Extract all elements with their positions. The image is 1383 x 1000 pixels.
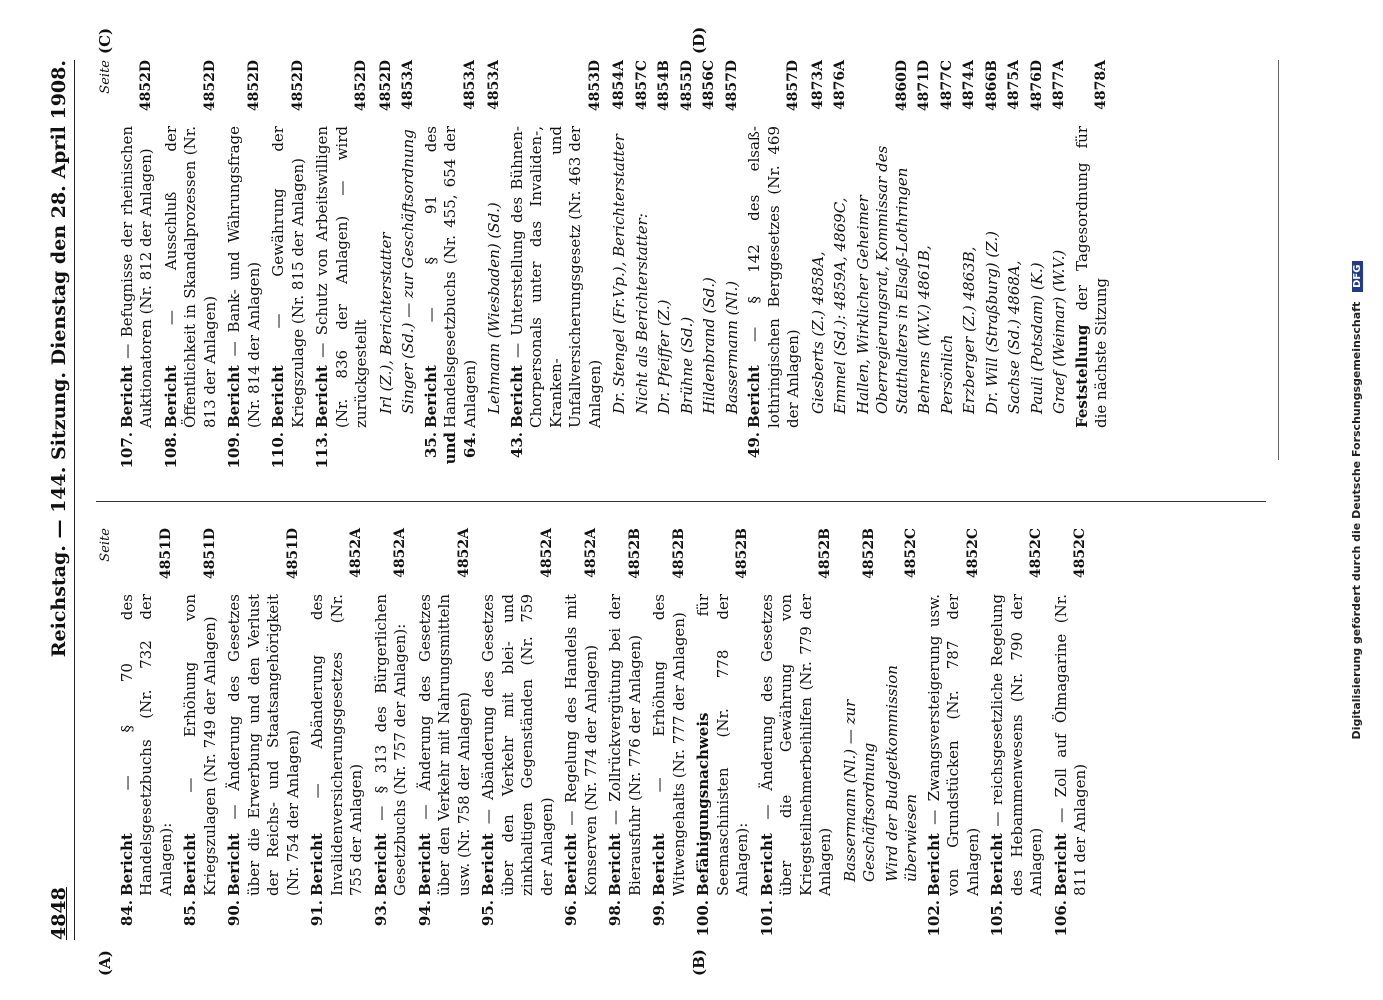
entry-text <box>960 126 980 428</box>
entry-text <box>1028 126 1048 428</box>
dfg-credit <box>1350 10 1363 990</box>
entry-label: Bericht <box>308 833 326 896</box>
page-reference: 4852A <box>348 528 364 578</box>
entry-label: Bericht <box>745 365 763 428</box>
entry-label: Feststellung <box>1072 324 1091 428</box>
entry-text <box>562 594 601 896</box>
entry-description: Graef (Weimar) (W.V.) <box>1050 249 1068 414</box>
entry-text <box>372 594 411 896</box>
entry-number <box>610 432 630 470</box>
entry-label: Bericht <box>117 833 136 896</box>
page-reference: 4878A <box>1093 60 1109 110</box>
page-reference: 4852B <box>670 528 687 579</box>
entry-text <box>655 126 675 428</box>
entry-text <box>809 126 829 428</box>
entry-number <box>831 432 851 470</box>
entry-description: — Befugnisse der rheinischen Auktionatoren (Nr. 812 der Anlagen) <box>117 126 155 428</box>
entry-number <box>854 432 913 470</box>
entry-text <box>1073 126 1112 428</box>
speaker-row <box>700 60 720 470</box>
page-header <box>48 60 75 940</box>
agenda-entry <box>562 528 601 938</box>
entry-number <box>809 432 829 470</box>
entry-text <box>938 126 958 428</box>
right-column <box>96 60 1117 470</box>
entry-text <box>1005 126 1025 428</box>
page-reference: 4852D <box>353 60 369 112</box>
margin-marker-a: (A) <box>96 950 114 976</box>
entry-description: — Änderung des Gesetzes über den Verkehr mit Nahrungsmitteln usw. (Nr. 758 der Anlagen) <box>415 594 473 896</box>
column-divider <box>96 501 1266 502</box>
agenda-entry <box>162 60 221 470</box>
entry-description: Irl (Z.), Berichterstatter <box>376 232 395 414</box>
entry-description: Lehmann (Wiesbaden) (Sd.) <box>485 202 503 414</box>
entry-text <box>313 126 372 428</box>
speaker-row <box>1050 60 1070 470</box>
entry-description: — Zwangsversteigerung usw. von Grundstücken (Nr. 787 der Anlagen) <box>924 594 982 896</box>
entry-number <box>723 432 743 470</box>
seite-label: Seite <box>98 60 113 94</box>
entry-text <box>479 594 557 896</box>
speaker-row <box>610 60 630 470</box>
entry-description: — § 91 des Handelsgesetzbuchs (Nr. 455, 654 der Anlagen) <box>421 126 479 428</box>
entry-number <box>983 432 1003 470</box>
entry-description: Sachse (Sd.) 4868A, <box>1005 260 1023 414</box>
page-title: Reichstag. — 144. Sitzung. Dienstag den 28. April 1908. <box>48 60 70 658</box>
page-reference: 4853A <box>400 60 416 110</box>
page-reference: 4852B <box>817 528 833 579</box>
page-reference: 4853A <box>461 60 478 110</box>
page-number: 4848 <box>48 887 70 940</box>
agenda-entry <box>1073 60 1112 470</box>
entry-label: Bericht <box>507 365 526 428</box>
entry-description: — § 142 des elsaß-lothringischen Berggesetzes (Nr. 469 der Anlagen) <box>745 126 802 428</box>
entry-text <box>1052 594 1091 896</box>
entry-number: 91. <box>308 900 326 927</box>
entry-number: 108. <box>161 432 180 469</box>
entry-description: — Erhöhung von Kriegszulagen (Nr. 749 der Anlagen) <box>181 594 219 896</box>
entry-number: 102. <box>924 900 943 937</box>
speaker-row <box>854 60 913 470</box>
page-reference: 4852A <box>392 528 408 578</box>
entry-description: — Abänderung des Invalidenversicherungsgesetzes (Nr. 755 der Anlagen) <box>308 594 365 896</box>
entry-description: Nicht als Berichterstatter: <box>632 213 651 414</box>
entry-number: 93. <box>371 900 390 927</box>
page-reference: 4856C <box>701 60 717 111</box>
agenda-entry <box>118 528 177 938</box>
entry-label: Bericht <box>371 833 390 896</box>
entry-label: Bericht <box>757 833 776 896</box>
entry-number: 101. <box>757 900 776 937</box>
entry-text <box>606 594 645 896</box>
entry-text <box>988 594 1047 896</box>
page-reference: 4852B <box>626 528 643 579</box>
page-reference: 4860D <box>893 60 910 112</box>
entry-description: — Abänderung des Gesetzes über den Verkehr mit blei- und zinkhaltigen Gegenständen (Nr. 759 der Anlagen) <box>479 594 556 896</box>
page-reference: 4853A <box>486 60 502 110</box>
entry-number <box>960 432 980 470</box>
speaker-row <box>377 60 397 470</box>
entry-description: — Unterstellung des Bühnen-Chorpersonals unter das Invaliden-, Kranken- und Unfallversicherungsgesetz (Nr. 463 der Anlagen) <box>507 126 604 428</box>
entry-text <box>377 126 397 428</box>
entry-text <box>915 126 935 428</box>
entry-label: Bericht <box>606 833 624 896</box>
page-reference: 4857D <box>723 60 740 112</box>
entry-text <box>416 594 475 896</box>
page-reference: 4852A <box>582 528 599 578</box>
entry-text <box>162 126 221 428</box>
entry-label: Bericht <box>650 833 668 896</box>
agenda-entry <box>372 528 411 938</box>
entry-label: Bericht <box>225 365 243 428</box>
entry-description: Erzberger (Z.) 4863B, <box>960 246 978 414</box>
speaker-row <box>960 60 980 470</box>
page-reference: 4852B <box>734 528 750 579</box>
speaker-row <box>485 60 505 470</box>
page-reference: 4851D <box>284 528 301 580</box>
entry-description: — reichsgesetzliche Regelung des Hebammenwesens (Nr. 790 der Anlagen) <box>988 594 1045 896</box>
entry-number: 84. <box>117 900 136 927</box>
page-reference: 4876D <box>1028 60 1045 112</box>
entry-label: Bericht <box>924 833 943 896</box>
agenda-entry <box>988 528 1047 938</box>
entry-label: Bericht <box>1051 833 1070 896</box>
entry-description: Persönlich <box>937 334 956 414</box>
margin-marker-c: (C) <box>96 27 114 54</box>
entry-number: 96. <box>562 900 580 927</box>
page-reference: 4855D <box>678 60 695 112</box>
page-reference: 4852D <box>201 60 218 112</box>
entry-description: — Zollrückvergütung bei der Bierausfuhr (Nr. 776 der Anlagen) <box>606 594 644 896</box>
entry-text <box>633 126 653 428</box>
page-reference: 4852D <box>245 60 262 112</box>
speaker-row <box>1028 60 1048 470</box>
entry-description: — Schutz von Arbeitswilligen (Nr. 836 der Anlagen) — wird zurückgestellt <box>313 126 370 428</box>
entry-number <box>841 900 880 938</box>
entry-number <box>485 432 505 470</box>
agenda-entry <box>225 528 303 938</box>
page-reference: 4852D <box>289 60 306 112</box>
page-reference: 4874A <box>961 60 977 110</box>
agenda-entry <box>745 60 804 470</box>
page-reference: 4871D <box>916 60 932 112</box>
speaker-row <box>1005 60 1025 470</box>
entry-text <box>854 126 913 428</box>
entry-label: Befähigungsnachweis <box>694 712 712 896</box>
page-reference: 4852C <box>1072 528 1088 579</box>
entry-description: — Änderung des Gesetzes über die Gewährung von Kriegsteilnehmerbeihilfen (Nr. 779 der Anlagen) <box>757 594 834 896</box>
page-reference: 4851D <box>157 528 174 580</box>
entry-label: Bericht <box>225 833 243 896</box>
entry-text <box>399 126 419 428</box>
entry-number: 95. <box>479 900 497 927</box>
entry-description: — Ausschluß der Öffentlichkeit in Skandalprozessen (Nr. 813 der Anlagen) <box>161 126 219 428</box>
entry-text <box>700 126 720 428</box>
page-reference: 4852C <box>1028 528 1044 579</box>
entry-number: 99. <box>650 900 668 927</box>
entry-number: 35. und 64. <box>421 432 479 465</box>
page-reference: 4852A <box>538 528 555 578</box>
entry-description: Dr. Will (Straßburg) (Z.) <box>982 231 1001 414</box>
entry-text <box>758 594 836 896</box>
entry-text <box>118 126 157 428</box>
entry-number: 105. <box>988 900 1006 937</box>
speaker-row <box>841 528 880 938</box>
entry-number <box>655 432 675 470</box>
entry-number: 107. <box>117 432 136 469</box>
entry-number <box>1050 432 1070 470</box>
agenda-entry <box>758 528 836 938</box>
entry-number <box>1005 432 1025 470</box>
agenda-entry <box>118 60 157 470</box>
entry-number: 113. <box>313 432 331 469</box>
entry-text <box>723 126 743 428</box>
entry-description: — Änderung des Gesetzes über die Erwerbung und den Verlust der Reichs- und Staatsangehörigkeit (Nr. 754 der Anlagen) <box>225 594 302 896</box>
entry-number <box>938 432 958 470</box>
agenda-entry <box>181 528 220 938</box>
entry-number: 85. <box>181 900 199 927</box>
entry-label: Bericht <box>421 365 440 428</box>
entry-number <box>678 432 698 470</box>
entry-text <box>650 594 689 896</box>
entry-number <box>633 432 653 470</box>
entry-text <box>883 594 922 896</box>
entry-description: Bassermann (Nl.) — zur Geschäftsordnung <box>840 699 878 882</box>
entry-text <box>831 126 851 428</box>
entry-description: Giesberts (Z.) 4858A, <box>808 251 827 414</box>
page-reference: 4873A <box>809 60 826 110</box>
speaker-row <box>831 60 851 470</box>
left-column <box>96 528 1096 938</box>
entry-text <box>422 126 481 428</box>
entry-number <box>915 432 935 470</box>
agenda-entry <box>508 60 606 470</box>
speaker-row <box>723 60 743 470</box>
page-reference: 4852B <box>861 528 877 579</box>
entry-description: — Zoll auf Ölmagarine (Nr. 811 der Anlagen) <box>1051 594 1089 896</box>
entry-description: — § 313 des Bürgerlichen Gesetzbuchs (Nr. 757 der Anlagen): <box>371 594 409 896</box>
agenda-entry <box>308 528 367 938</box>
entry-description: — Regelung des Handels mit Konserven (Nr. 774 der Anlagen) <box>562 594 600 896</box>
speaker-row <box>809 60 829 470</box>
agenda-entry <box>479 528 557 938</box>
speaker-row <box>915 60 935 470</box>
page-reference: 4853D <box>586 60 603 112</box>
entry-description: Bassermann (Nl.) <box>722 280 741 414</box>
entry-number <box>883 900 922 938</box>
speaker-row <box>399 60 419 470</box>
page-reference: 4852D <box>138 60 154 112</box>
dfg-credit-text: Digitalisierung gefördert durch die Deutsche Forschungsgemeinschaft <box>1350 301 1363 740</box>
entry-text <box>925 594 984 896</box>
entry-description: Hildenbrand (Sd.) <box>700 277 718 414</box>
entry-number <box>1073 432 1112 470</box>
entry-number: 109. <box>225 432 243 469</box>
entry-description: Dr. Stengel (Fr.Vp.), Berichterstatter <box>610 134 628 414</box>
entry-text <box>694 594 753 896</box>
speaker-row <box>883 528 922 938</box>
entry-description: Brühne (Sd.) <box>677 316 696 414</box>
entry-description: Emmel (Sd.): 4859A, 4869C, <box>831 197 849 414</box>
entry-label: Bericht <box>117 365 136 428</box>
page-reference: 4857C <box>633 60 650 111</box>
speaker-row <box>655 60 675 470</box>
page-reference: 4854B <box>656 60 672 111</box>
speaker-row <box>633 60 653 470</box>
entry-label: Bericht <box>181 833 199 896</box>
seite-label: Seite <box>98 528 113 562</box>
margin-marker-b: (B) <box>690 949 708 976</box>
page-reference: 4852C <box>903 528 919 579</box>
entry-text <box>225 594 303 896</box>
agenda-entry <box>650 528 689 938</box>
dfg-logo: DFG <box>1352 261 1363 292</box>
entry-description: Hallen, Wirklicher Geheimer Oberregierungsrat, Kommissar des Statthalters in Elsaß-Lothringen <box>853 145 911 414</box>
entry-text <box>841 594 880 896</box>
entry-description: — Bank- und Währungsfrage (Nr. 814 der Anlagen) <box>225 126 263 428</box>
entry-text <box>485 126 505 428</box>
page-reference: 4875A <box>1006 60 1022 110</box>
entry-number: 106. <box>1051 900 1070 937</box>
entry-number: 100. <box>694 900 712 937</box>
entry-number: 110. <box>269 432 287 469</box>
entry-text <box>225 126 264 428</box>
agenda-entry <box>225 60 264 470</box>
entry-text <box>269 126 308 428</box>
entry-number <box>399 432 419 470</box>
page-reference: 4857D <box>785 60 801 112</box>
entry-text <box>181 594 220 896</box>
entry-description: — Gewährung der Kriegszulage (Nr. 815 der Anlagen) <box>269 126 307 428</box>
entry-text <box>745 126 804 428</box>
speaker-row <box>678 60 698 470</box>
page-reference: 4877C <box>938 60 955 111</box>
agenda-entry <box>422 60 481 470</box>
entry-text <box>308 594 367 896</box>
entry-text <box>1050 126 1070 428</box>
entry-description: der Tagesordnung für die nächste Sitzung <box>1072 126 1110 428</box>
entry-label: Bericht <box>415 833 434 896</box>
entry-number: 98. <box>606 900 624 927</box>
margin-marker-d: (D) <box>690 26 708 54</box>
agenda-entry <box>606 528 645 938</box>
entry-number: 49. <box>745 432 763 459</box>
entry-description: Wird der Budgetkommission überwiesen <box>882 665 920 882</box>
entry-number: 90. <box>225 900 243 927</box>
page-reference: 4851D <box>201 528 218 580</box>
entry-text <box>118 594 177 896</box>
page-reference: 4852C <box>964 528 981 579</box>
page-reference: 4876A <box>832 60 848 110</box>
agenda-entry <box>313 60 372 470</box>
page-reference: 4866B <box>983 60 1000 111</box>
entry-label: Bericht <box>479 833 497 896</box>
entry-label: Bericht <box>269 365 287 428</box>
agenda-entry <box>694 528 753 938</box>
agenda-entry <box>925 528 984 938</box>
entry-label: Bericht <box>988 833 1006 896</box>
entry-description: Behrens (W.V.) 4861B, <box>915 245 933 414</box>
entry-description: Pauli (Potsdam) (K.) <box>1027 262 1046 414</box>
entry-text <box>610 126 630 428</box>
entry-label: Bericht <box>562 833 580 896</box>
page-reference: 4877A <box>1051 60 1067 110</box>
entry-text <box>983 126 1003 428</box>
entry-description: für Seemaschinisten (Nr. 778 der Anlagen): <box>694 594 751 896</box>
agenda-entry <box>269 60 308 470</box>
speaker-row <box>938 60 958 470</box>
page-reference: 4852A <box>455 528 472 578</box>
entry-number <box>377 432 397 470</box>
page-reference: 4854A <box>611 60 627 110</box>
entry-description: — Erhöhung des Witwengehalts (Nr. 777 der Anlagen) <box>650 594 688 896</box>
entry-number <box>700 432 720 470</box>
entry-number: 94. <box>415 900 434 927</box>
agenda-entry <box>416 528 475 938</box>
end-rule <box>1278 60 1279 460</box>
entry-description: Dr. Pfeiffer (Z.) <box>655 299 673 414</box>
entry-text <box>508 126 606 428</box>
entry-text <box>678 126 698 428</box>
entry-description: — § 70 des Handelsgesetzbuchs (Nr. 732 der Anlagen): <box>117 594 175 896</box>
page-reference: 4852D <box>377 60 394 112</box>
entry-description: Singer (Sd.) — zur Geschäftsordnung <box>399 129 417 414</box>
entry-number <box>1028 432 1048 470</box>
entry-label: Bericht <box>161 365 180 428</box>
entry-label: Bericht <box>313 365 331 428</box>
agenda-entry <box>1052 528 1091 938</box>
speaker-row <box>983 60 1003 470</box>
entry-number: 43. <box>507 432 526 459</box>
